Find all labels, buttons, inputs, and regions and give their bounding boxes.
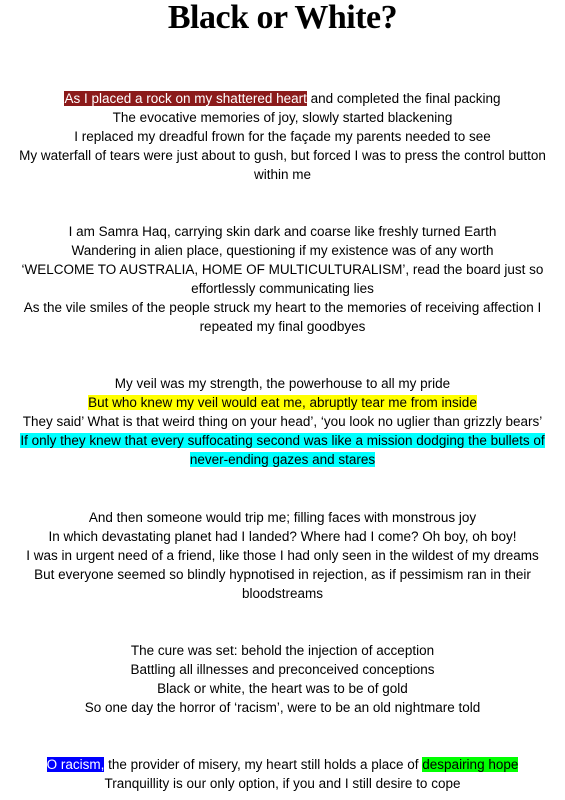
stanza3-line4-cont	[0, 450, 565, 470]
highlighted-phrase: As I placed a rock on my shattered heart	[64, 91, 307, 106]
stanza1-line3: I replaced my dreadful frown for the façade my parents needed to see	[74, 129, 491, 144]
stanza3-line2	[0, 393, 565, 413]
stanza4-line1: And then someone would trip me; filling faces with monstrous joy	[88, 510, 477, 525]
stanza4-line4: But everyone seemed so blindly hypnotised in rejection, as if pessimism ran in their	[34, 567, 531, 582]
highlighted-line: never-ending gazes and stares	[189, 452, 376, 467]
stanza3-line4	[0, 431, 565, 451]
stanza5-line4: So one day the horror of ‘racism’, were to be an old nightmare told	[84, 700, 481, 715]
stanza3-line3: They said’ What is that weird thing on your head’, ‘you look no uglier than grizzly bears’	[22, 414, 543, 429]
stanza4-line3: I was in urgent need of a friend, like those I had only seen in the wildest of my dreams	[26, 548, 539, 563]
stanza1-line4: My waterfall of tears were just about to gush, but forced I was to press the control button	[19, 148, 546, 163]
stanza2-line1: I am Samra Haq, carrying skin dark and coarse like freshly turned Earth	[68, 224, 497, 239]
stanza1-line4-cont: within me	[253, 167, 312, 182]
stanza1-line2: The evocative memories of joy, slowly started blackening	[112, 110, 453, 125]
stanza2-line2: Wandering in alien place, questioning if my existence was of any worth	[71, 243, 494, 258]
highlighted-line: If only they knew that every suffocating second was like a mission dodging the bullets of	[20, 433, 545, 448]
stanza4-line4-cont: bloodstreams	[241, 586, 324, 601]
stanza2-line3: ‘WELCOME TO AUSTRALIA, HOME OF MULTICULTURALISM’, read the board just so	[21, 262, 544, 277]
highlighted-phrase: O racism,	[46, 757, 105, 772]
stanza5-line3: Black or white, the heart was to be of gold	[157, 681, 408, 696]
stanza4-line2: In which devastating planet had I landed? Where had I come? Oh boy, oh boy!	[48, 529, 517, 544]
stanza5-line1: The cure was set: behold the injection of acception	[130, 643, 435, 658]
line-text: the provider of misery, my heart still holds a place of	[104, 757, 423, 772]
highlighted-line: But who knew my veil would eat me, abruptly tear me from inside	[88, 395, 477, 410]
stanza6-line1	[0, 755, 565, 775]
stanza1-line1	[0, 89, 565, 109]
poem-title: Black or White?	[167, 0, 398, 36]
stanza6-line2: Tranquillity is our only option, if you and I still desire to cope	[104, 776, 461, 791]
line-text: and completed the final packing	[306, 91, 501, 106]
stanza2-line4-cont: repeated my final goodbyes	[199, 319, 366, 334]
highlighted-phrase: despairing hope	[422, 757, 519, 772]
stanza3-line1: My veil was my strength, the powerhouse to all my pride	[114, 376, 451, 391]
stanza2-line4: As the vile smiles of the people struck my heart to the memories of receiving affection I	[23, 300, 542, 315]
stanza5-line2: Battling all illnesses and preconceived conceptions	[130, 662, 435, 677]
stanza2-line3-cont: effortlessly communicating lies	[191, 281, 374, 296]
